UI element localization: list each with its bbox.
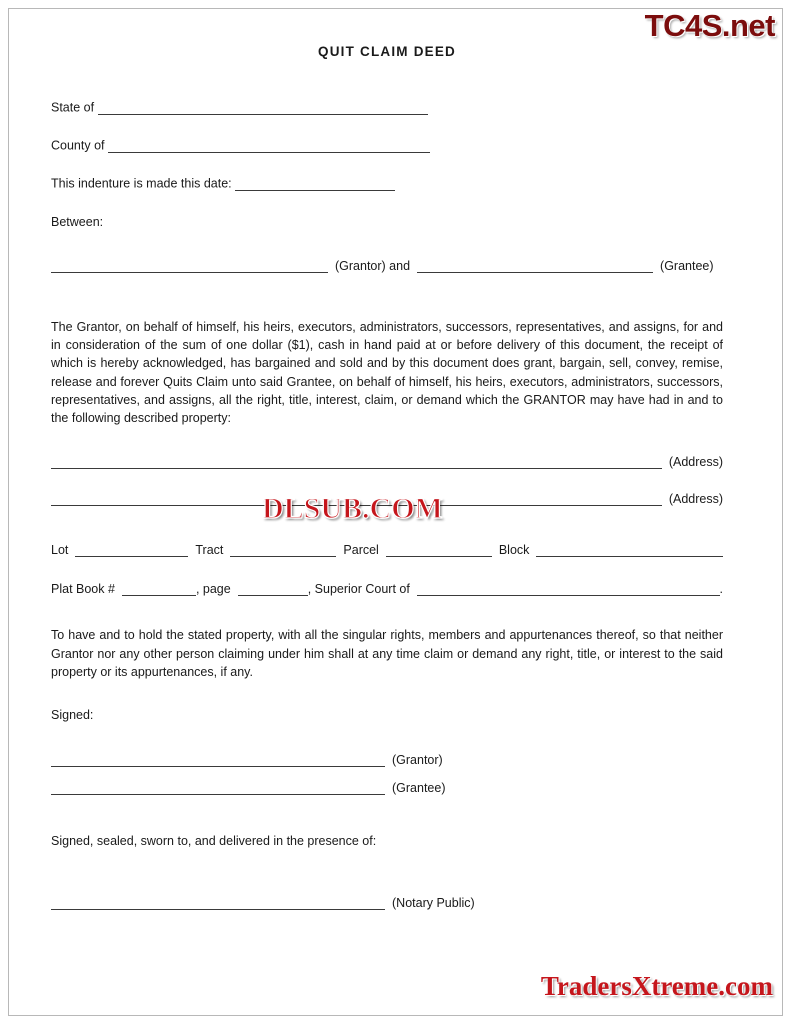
input-address-1[interactable]	[51, 455, 662, 469]
input-block[interactable]	[536, 543, 723, 557]
label-notary: (Notary Public)	[392, 895, 475, 910]
label-county-of: County of	[51, 138, 105, 153]
label-block: Block	[498, 543, 530, 558]
watermark-tc4s: TC4S.net	[644, 8, 775, 43]
field-signature-grantee	[51, 781, 723, 795]
label-presence: Signed, sealed, sworn to, and delivered in the presence of:	[51, 833, 377, 848]
label-parcel: Parcel	[343, 543, 379, 558]
watermark-tradersxtreme: TradersXtreme.com	[540, 971, 773, 1001]
document-body	[51, 0, 723, 910]
field-county-of	[51, 139, 723, 153]
input-signature-grantor[interactable]	[51, 753, 385, 767]
label-lot: Lot	[51, 543, 69, 558]
input-superior-court[interactable]	[417, 582, 720, 596]
input-grantor-name[interactable]	[51, 259, 328, 273]
input-tract[interactable]	[230, 543, 336, 557]
label-sign-grantor: (Grantor)	[392, 752, 443, 767]
input-county-of[interactable]	[108, 139, 430, 153]
input-indenture-date[interactable]	[235, 177, 395, 191]
input-plat-book[interactable]	[122, 582, 196, 596]
label-between: Between:	[51, 215, 104, 229]
input-state-of[interactable]	[98, 101, 428, 115]
field-parties	[51, 259, 723, 273]
input-parcel[interactable]	[386, 543, 492, 557]
input-grantee-name[interactable]	[417, 259, 653, 273]
label-grantor-paren: (Grantor) and	[335, 258, 411, 273]
label-sign-grantee: (Grantee)	[392, 780, 446, 795]
label-address-paren-2: (Address)	[668, 492, 723, 507]
label-superior-court: , Superior Court of	[307, 582, 410, 597]
field-plat-book	[51, 582, 723, 596]
paragraph-habendum: To have and to hold the stated property, with all the singular rights, members and appurtenances thereof, so that neither Grantor nor any other person claiming under him shall at any time claim or demand any right, title, or interest to the said property or its appurtenances, if any.	[51, 628, 723, 679]
label-tract: Tract	[195, 543, 224, 558]
field-legal-description	[51, 543, 723, 557]
page-title: QUIT CLAIM DEED	[318, 44, 456, 59]
field-address-1	[51, 455, 723, 469]
field-indenture-date	[51, 177, 723, 191]
input-signature-notary[interactable]	[51, 896, 385, 910]
input-signature-grantee[interactable]	[51, 781, 385, 795]
input-lot[interactable]	[75, 543, 188, 557]
label-plat-book: Plat Book #	[51, 582, 115, 597]
label-address-paren-1: (Address)	[668, 455, 723, 470]
label-grantee-paren: (Grantee)	[660, 258, 714, 273]
label-indenture-date: This indenture is made this date:	[51, 176, 232, 191]
field-signature-grantor	[51, 753, 723, 767]
input-page[interactable]	[238, 582, 308, 596]
paragraph-grant: The Grantor, on behalf of himself, his heirs, executors, administrators, successors, representatives, and assigns, for and in consideration of the sum of one dollar ($1), cash in hand paid at or before delivery of this document, the receipt of which is hereby acknowledged, has bargained and sold and by this document does grant, bargain, sell, convey, remise, release and forever Quits Claim unto said Grantee, on behalf of himself, his heirs, executors, administrators, successors, representatives, and assigns, all the right, title, interest, claim, or demand which the GRANTOR may have had in and to the following described property:	[51, 319, 723, 425]
label-state-of: State of	[51, 100, 95, 115]
field-signature-notary	[51, 896, 723, 910]
label-period: .	[719, 582, 723, 597]
label-signed: Signed:	[51, 708, 94, 722]
watermark-dlsub: DLSUB.COM	[262, 492, 443, 525]
field-state-of	[51, 101, 723, 115]
label-page: , page	[195, 582, 231, 597]
